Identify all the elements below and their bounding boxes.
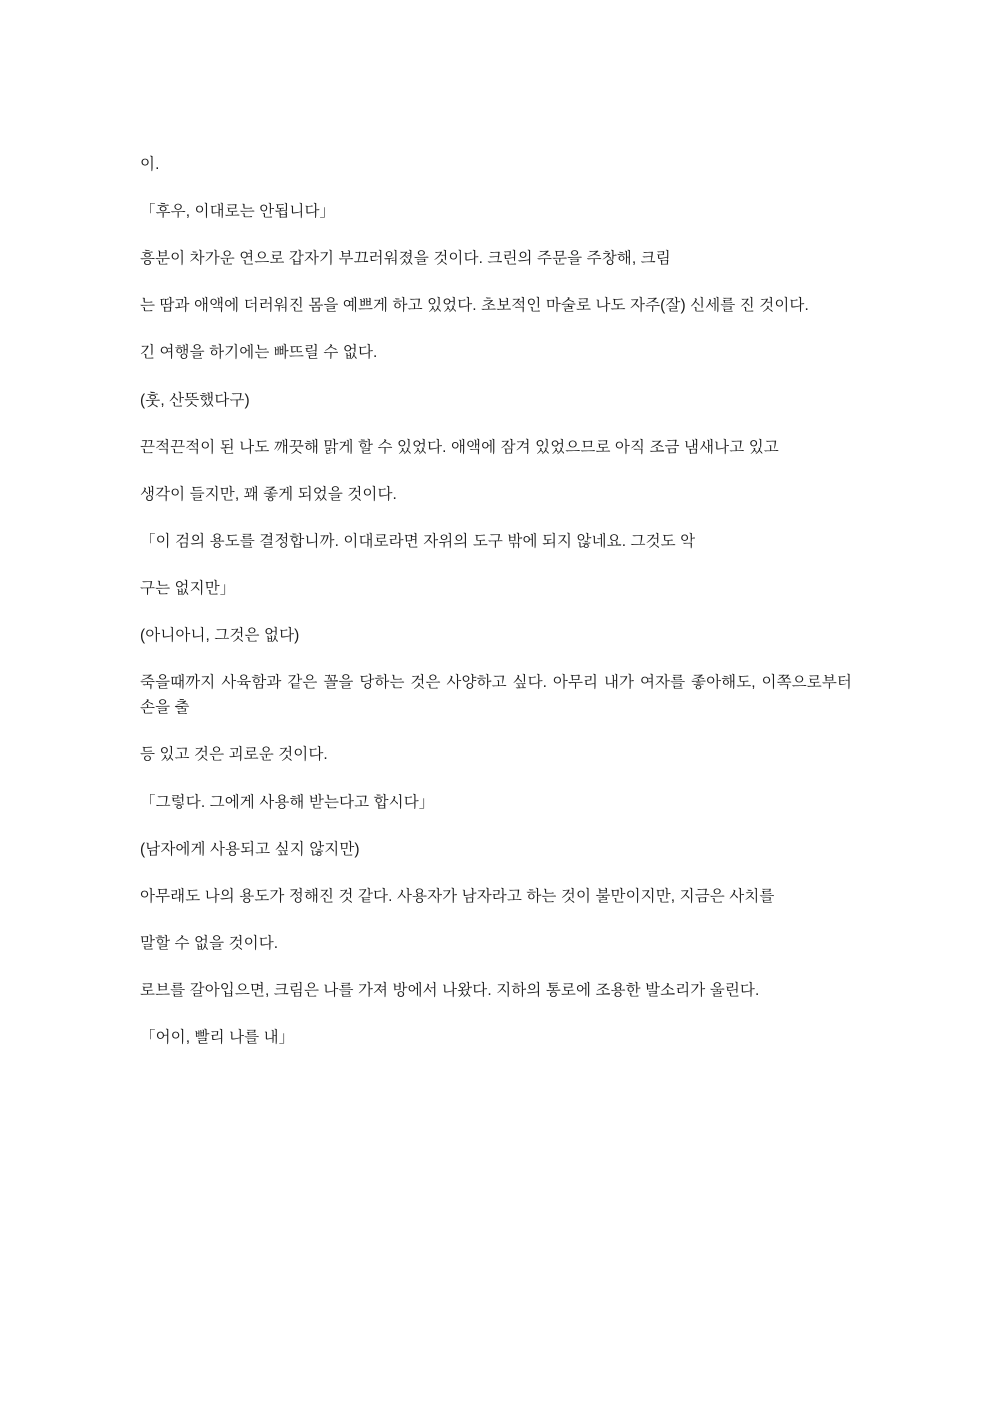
paragraph: 말할 수 없을 것이다. — [140, 934, 279, 952]
document-text-body — [140, 152, 852, 1050]
paragraph: 생각이 들지만, 꽤 좋게 되었을 것이다. — [140, 485, 397, 503]
paragraph: 로브를 갈아입으면, 크림은 나를 가져 방에서 나왔다. 지하의 통로에 조용한 발소리가 울린다. — [140, 981, 760, 999]
paragraph: 아무래도 나의 용도가 정해진 것 같다. 사용자가 남자라고 하는 것이 불만이지만, 지금은 사치를 — [140, 887, 775, 905]
paragraph: 「이 검의 용도를 결정합니까. 이대로라면 자위의 도구 밖에 되지 않네요. 그것도 악 — [140, 532, 696, 550]
paragraph: (아니아니, 그것은 없다) — [140, 627, 300, 645]
paragraph: 는 땀과 애액에 더러워진 몸을 예쁘게 하고 있었다. 초보적인 마술로 나도 자주(잘) 신세를 진 것이다. — [140, 297, 809, 315]
paragraph: 긴 여행을 하기에는 빠뜨릴 수 없다. — [140, 344, 378, 362]
paragraph: (훗, 산뜻했다구) — [140, 391, 250, 409]
paragraph: 죽을때까지 사육함과 같은 꼴을 당하는 것은 사양하고 싶다. 아무리 내가 여자를 좋아해도, 이쪽으로부터 손을 출 — [140, 674, 852, 717]
paragraph: 등 있고 것은 괴로운 것이다. — [140, 746, 328, 764]
paragraph: 「그렇다. 그에게 사용해 받는다고 합시다」 — [140, 793, 435, 811]
paragraph: 이. — [140, 156, 160, 173]
paragraph: 끈적끈적이 된 나도 깨끗해 맑게 할 수 있었다. 애액에 잠겨 있었으므로 아직 조금 냄새나고 있고 — [140, 438, 779, 456]
paragraph: 구는 없지만」 — [140, 579, 236, 597]
paragraph: 흥분이 차가운 연으로 갑자기 부끄러워졌을 것이다. 크린의 주문을 주창해, 크림 — [140, 250, 671, 268]
paragraph: 「후우, 이대로는 안됩니다」 — [140, 203, 336, 221]
paragraph: 「어이, 빨리 나를 내」 — [140, 1029, 295, 1047]
paragraph: (남자에게 사용되고 싶지 않지만) — [140, 840, 360, 858]
